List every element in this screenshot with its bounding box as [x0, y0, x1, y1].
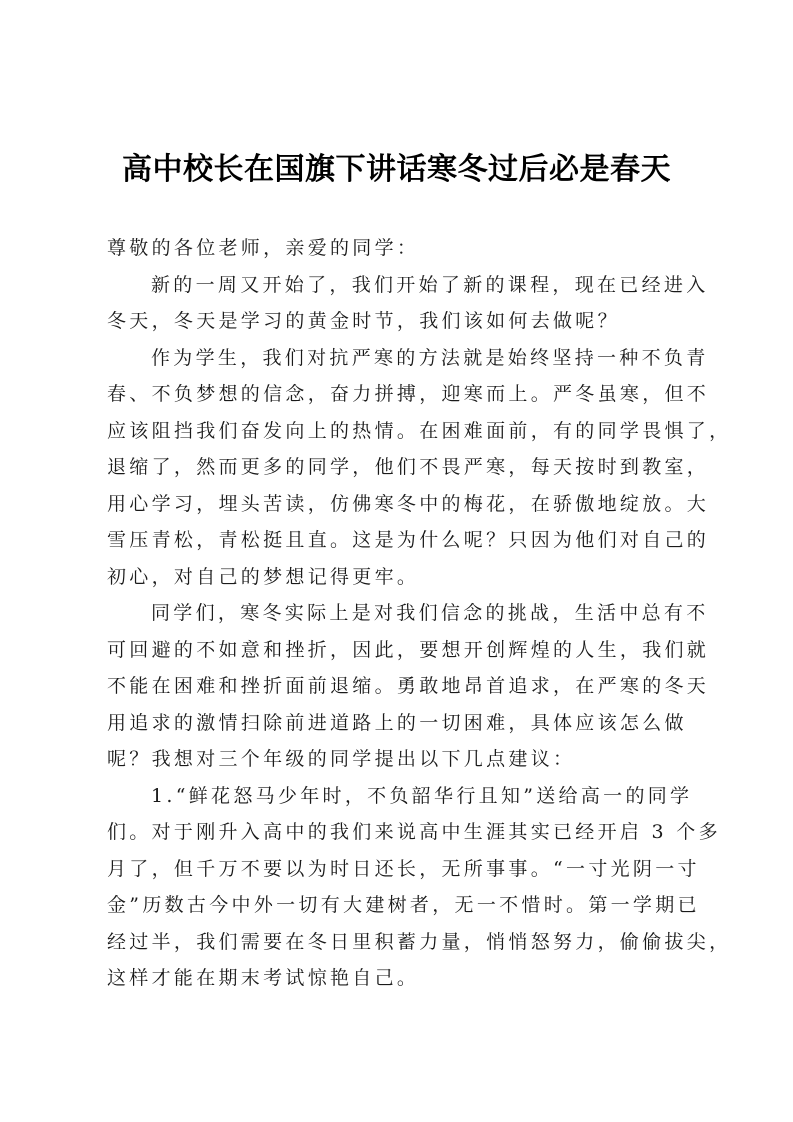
paragraph-2-line-2: 春、不负梦想的信念，奋力拼搏，迎寒而上。严冬虽寒，但不 — [107, 383, 710, 405]
paragraph-4-line-5: 经过半，我们需要在冬日里积蓄力量，悄悄怒努力，偷偷拔尖， — [107, 930, 732, 953]
paragraph-4-line-6: 这样才能在期末考试惊艳自己。 — [107, 967, 420, 989]
paragraph-2-line-1: 作为学生，我们对抗严寒的方法就是始终坚持一种不负青 — [151, 346, 709, 369]
paragraph-2-line-6: 雪压青松，青松挺且直。这是为什么呢？只因为他们对自己的 — [107, 529, 710, 551]
paragraph-2-line-5: 用心学习，埋头苦读，仿佛寒冬中的梅花，在骄傲地绽放。大 — [107, 492, 710, 515]
document-body — [107, 230, 732, 997]
paragraph-3-line-4: 用追求的激情扫除前进道路上的一切困难，具体应该怎么做 — [107, 711, 687, 734]
paragraph-2-line-3: 应该阻挡我们奋发向上的热情。在困难面前，有的同学畏惧了， — [107, 419, 732, 442]
document-title: 高中校长在国旗下讲话寒冬过后必是春天 — [122, 152, 671, 187]
paragraph-3-line-1: 同学们，寒冬实际上是对我们信念的挑战，生活中总有不 — [151, 602, 709, 624]
salutation-line: 尊敬的各位老师，亲爱的同学： — [107, 237, 420, 259]
paragraph-4-line-2: 们。对于刚升入高中的我们来说高中生涯其实已经开启 3 个多 — [107, 821, 721, 843]
paragraph-1-line-1: 新的一周又开始了，我们开始了新的课程，现在已经进入 — [151, 273, 709, 296]
paragraph-3-line-3: 不能在困难和挫折面前退缩。勇敢地昂首追求，在严寒的冬天 — [107, 675, 710, 697]
paragraph-4-line-3: 月了，但千万不要以为时日还长，无所事事。“一寸光阴一寸 — [107, 857, 700, 880]
paragraph-3-line-5: 呢？我想对三个年级的同学提出以下几点建议： — [107, 748, 576, 770]
paragraph-1-line-2: 冬天，冬天是学习的黄金时节，我们该如何去做呢？ — [107, 310, 620, 332]
paragraph-4-line-4: 金”历数古今中外一切有大建树者，无一不惜时。第一学期已 — [107, 894, 700, 916]
paragraph-4-line-1: 1.“鲜花怒马少年时，不负韶华行且知”送给高一的同学 — [151, 784, 693, 807]
paragraph-2-line-7: 初心，对自己的梦想记得更牢。 — [107, 565, 420, 588]
paragraph-3-line-2: 可回避的不如意和挫折，因此，要想开创辉煌的人生，我们就 — [107, 638, 710, 661]
paragraph-2-line-4: 退缩了，然而更多的同学，他们不畏严寒，每天按时到教室， — [107, 456, 710, 478]
